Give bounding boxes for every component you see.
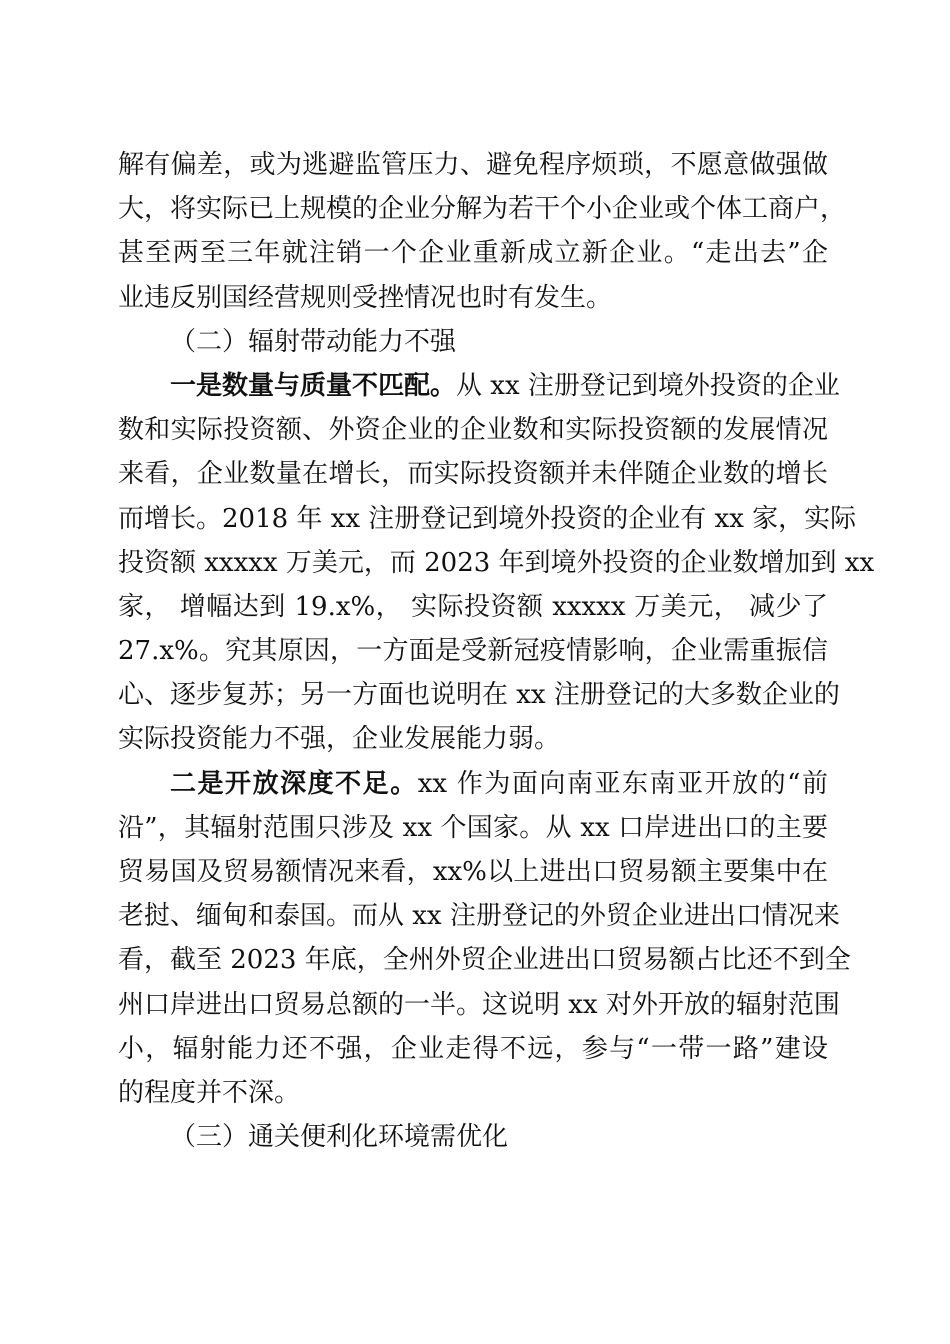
text-line: 来看，企业数量在增长，而实际投资额并未伴随企业数的增长 — [118, 459, 828, 490]
text-line: 甚至两至三年就注销一个企业重新成立新企业。“走出去”企 — [118, 238, 828, 269]
paragraph-quantity-quality — [118, 364, 875, 762]
text-line: 数和实际投资额、外资企业的企业数和实际投资额的发展情况 — [118, 415, 828, 446]
paragraph-first-line-rest: 从 xx 注册登记到境外投资的企业 — [456, 370, 840, 401]
text-line: 而增长。2018 年 xx 注册登记到境外投资的企业有 xx 家，实际 — [118, 503, 857, 534]
text-line — [118, 762, 828, 806]
text-line: 州口岸进出口贸易总额的一半。这说明 xx 对外开放的辐射范围 — [118, 989, 840, 1020]
section-heading-2: （二）辐射带动能力不强 — [170, 326, 457, 357]
paragraph-openness-depth — [118, 762, 851, 1116]
text-line: 看，截至 2023 年底，全州外贸企业进出口贸易额占比还不到全 — [118, 945, 851, 976]
text-line: 大，将实际已上规模的企业分解为若干个小企业或个体工商户， — [118, 194, 847, 225]
text-line: 的程度并不深。 — [118, 1077, 301, 1108]
paragraph-first-line-rest: xx 作为面向南亚东南亚开放的“前 — [417, 768, 828, 799]
text-line: 贸易国及贸易额情况来看，xx%以上进出口贸易额主要集中在 — [118, 857, 828, 887]
text-line: 投资额 xxxxx 万美元，而 2023 年到境外投资的企业数增加到 xx — [118, 547, 875, 578]
text-line: 实际投资能力不强，企业发展能力弱。 — [118, 724, 561, 755]
text-line: 心、逐步复苏；另一方面也说明在 xx 注册登记的大多数企业的 — [118, 680, 840, 711]
text-line — [118, 364, 840, 408]
paragraph-lead: 一是数量与质量不匹配。 — [170, 370, 457, 401]
text-line: 老挝、缅甸和泰国。而从 xx 注册登记的外贸企业进出口情况来 — [118, 901, 840, 932]
text-line: 业违反别国经营规则受挫情况也时有发生。 — [118, 282, 613, 313]
text-line: 解有偏差，或为逃避监管压力、避免程序烦琐，不愿意做强做 — [118, 150, 828, 180]
document-page — [118, 143, 875, 1159]
text-line: 小，辐射能力还不强，企业走得不远，参与“一带一路”建设 — [118, 1033, 828, 1064]
section-heading-3: （三）通关便利化环境需优化 — [170, 1122, 509, 1153]
text-line: 27.x%。究其原因，一方面是受新冠疫情影响，企业需重振信 — [118, 636, 828, 667]
paragraph-continuation — [118, 143, 847, 320]
text-line: 沿”，其辐射范围只涉及 xx 个国家。从 xx 口岸进出口的主要 — [118, 812, 828, 843]
text-line: 家， 增幅达到 19.x%， 实际投资额 xxxxx 万美元， 减少了 — [118, 591, 828, 622]
paragraph-lead: 二是开放深度不足。 — [170, 768, 418, 799]
